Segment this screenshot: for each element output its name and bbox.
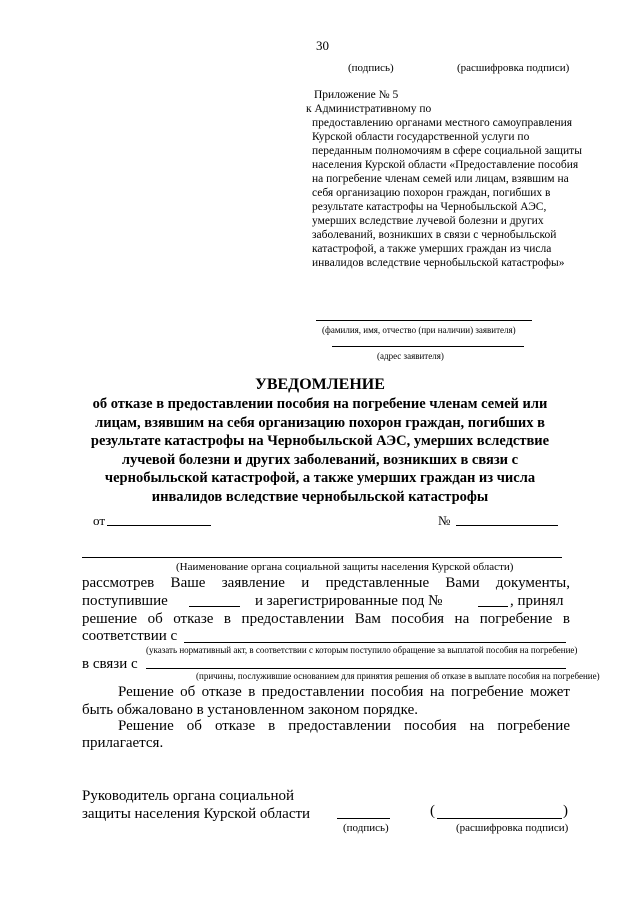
body-line-1: рассмотрев Ваше заявление и представленные Вами документы,: [82, 575, 570, 591]
appendix-line: предоставлению органами местного самоуправления: [312, 117, 573, 129]
organ-name-line[interactable]: [82, 557, 562, 558]
notice-subtitle-line: лучевой болезни и других заболеваний, возникших в связи с: [121, 451, 519, 468]
appendix-line: себя организацию похорон граждан, погибших в: [312, 187, 551, 199]
head-title-line-1: Руководитель органа социальной: [82, 788, 294, 804]
normative-act-field-line[interactable]: [184, 642, 566, 643]
organ-name-label: (Наименование органа социальной защиты населения Курской области): [176, 561, 514, 573]
appendix-line: на погребение членам семей или лицам, взявшим на: [312, 173, 569, 185]
body-para2-line-2: быть обжаловано в установленном законом порядке.: [82, 702, 418, 718]
footer-decryption-label: (расшифровка подписи): [456, 822, 569, 834]
notice-subtitle: [70, 395, 570, 506]
number-field-line[interactable]: [456, 525, 558, 526]
notice-subtitle-line: чернобыльской катастрофой, а также умерших граждан из числа: [104, 470, 536, 486]
notice-title: УВЕДОМЛЕНИЕ: [255, 376, 385, 393]
reason-note: (причины, послужившие основанием для принятия решения об отказе в выплате пособия на погребение): [196, 671, 600, 681]
applicant-address-label: (адрес заявителя): [377, 351, 444, 361]
notice-subtitle-line: результате катастрофы на Чернобыльской АЭС, умерших вследствие: [90, 433, 550, 449]
body-line-2-b: и зарегистрированные под №: [255, 593, 443, 609]
appendix-line: умерших вследствие лучевой болезни и других: [312, 215, 544, 227]
appendix-line: катастрофой, а также умерших граждан из числа: [312, 243, 552, 255]
footer-signature-label: (подпись): [343, 822, 389, 834]
appendix-line: заболеваний, возникших в связи с чернобыльской: [312, 229, 557, 241]
body-line-2-a: поступившие: [82, 593, 168, 609]
registration-number-field-line[interactable]: [478, 606, 508, 607]
appendix-line: Курской области государственной услуги по: [312, 131, 530, 143]
received-date-field-line[interactable]: [189, 606, 240, 607]
normative-act-note: (указать нормативный акт, в соответствии с которым поступило обращение за выплатой пособия на погребение): [146, 645, 578, 655]
body-line-4: соответствии с: [82, 628, 178, 644]
notice-subtitle-line: инвалидов вследствие чернобыльской катастрофы: [151, 488, 489, 505]
appendix-line: инвалидов вследствие чернобыльской катастрофы»: [312, 257, 565, 269]
top-signature-label: (подпись): [348, 62, 394, 74]
body-line-2-c: , принял: [510, 593, 564, 609]
footer-signature-line[interactable]: [337, 818, 390, 819]
footer-decryption-line[interactable]: [437, 818, 562, 819]
appendix-line: переданным полномочиям в сфере социальной защиты: [312, 145, 582, 157]
body-para2-line-1: Решение об отказе в предоставлении пособия на погребение может: [118, 684, 570, 700]
appendix-line: результате катастрофы на Чернобыльской АЭС,: [312, 201, 547, 213]
applicant-address-line: [332, 346, 524, 347]
appendix-line: к Административному по: [306, 103, 432, 115]
notice-subtitle-line: об отказе в предоставлении пособия на погребение членам семей или: [92, 396, 548, 412]
appendix-line: населения Курской области «Предоставление пособия: [312, 159, 579, 171]
body-para3-line-2: прилагается.: [82, 735, 164, 751]
appendix-line: Приложение № 5: [314, 89, 399, 101]
paren-open: (: [430, 803, 435, 819]
page-number: 30: [316, 38, 329, 53]
from-label: от: [93, 513, 106, 528]
appendix-block: [306, 88, 597, 270]
applicant-fio-label: (фамилия, имя, отчество (при наличии) заявителя): [322, 325, 516, 335]
notice-subtitle-line: лицам, взявшим на себя организацию похорон граждан, погибших в: [95, 414, 545, 431]
body-line-3: решение об отказе в предоставлении Вам пособия на погребение в: [82, 611, 570, 627]
number-label: №: [438, 513, 451, 528]
top-decryption-label: (расшифровка подписи): [457, 62, 570, 74]
body-line-5: в связи с: [82, 656, 138, 672]
applicant-fio-line: [316, 320, 532, 321]
head-title-line-2: защиты населения Курской области: [82, 806, 311, 822]
reason-field-line[interactable]: [146, 668, 566, 669]
paren-close: ): [563, 803, 568, 819]
body-para3-line-1: Решение об отказе в предоставлении пособия на погребение: [118, 718, 570, 734]
date-field-line[interactable]: [107, 525, 211, 526]
